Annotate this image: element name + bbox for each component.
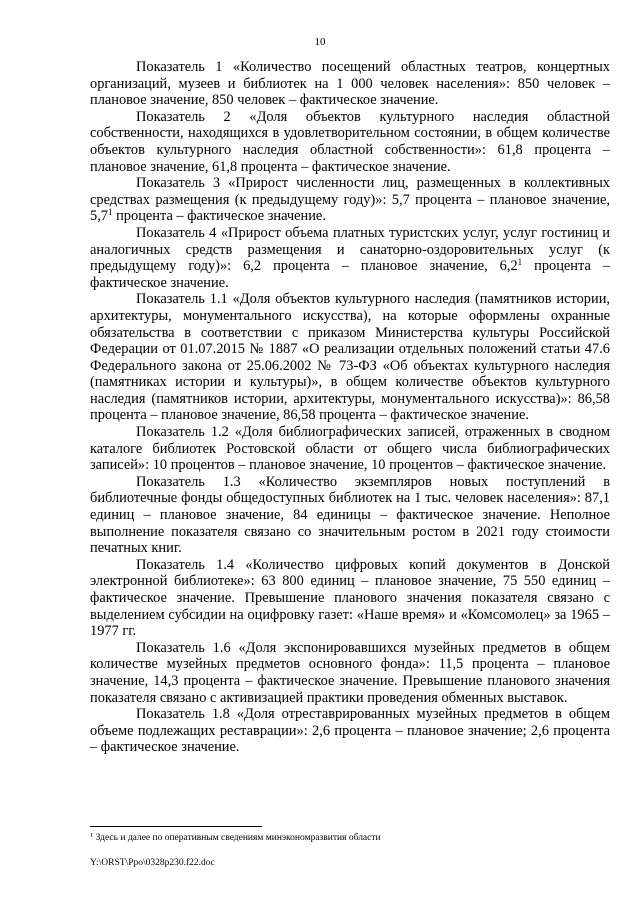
page-number: 10 (314, 36, 326, 48)
paragraph: Показатель 1.2 «Доля библиографических записей, отраженных в сводном каталоге библиотек Ростовской области от общего числа библиографических записей»: 10 процентов – плановое значение, 10 процентов – фактическое значение. (90, 424, 610, 474)
footnote-text: Здесь и далее по оперативным сведениям минэкономразвития области (93, 833, 381, 843)
paragraph: Показатель 1.8 «Доля отреставрированных музейных предметов в общем объеме подлежащих реставрации»: 2,6 процента – плановое значение; 2,6 процента – фактическое значение. (90, 706, 610, 756)
footnote (90, 832, 610, 844)
paragraph: Показатель 1.4 «Количество цифровых копий документов в Донской электронной библиотеке»: 63 800 единиц – плановое значение, 75 550 единиц – фактическое значение. Превышение планового значения показателя связано с выделением субсидии на оцифровку газет: «Наше время» и «Комсомолец» за 1965 – 1977 гг. (90, 556, 610, 640)
footnote-reference: 1 (517, 257, 523, 268)
footnote-reference: 1 (108, 207, 113, 218)
paragraph: Показатель 1.1 «Доля объектов культурного наследия (памятников истории, архитектуры, монументального искусства), на которые оформлены охранные обязательства в соответствии с приказом Министерства культуры Российской Федерации от 01.07.2015 № 1887 «О реализации отдельных положений статьи 47.6 Федерального закона от 25.06.2002 № 73-ФЗ «Об объектах культурного наследия (памятниках истории и культуры)», в общем количестве объектов культурного наследия (памятников истории, архитектуры, монументального искусства)»: 86,58 процента – плановое значение, 86,58 процента – фактическое значение. (90, 291, 610, 424)
paragraph: Показатель 2 «Доля объектов культурного наследия областной собственности, находящихся в удовлетворительном состоянии, в общем количестве объектов культурного наследия областной собственности»: 61,8 процента – плановое значение, 61,8 процента – фактическое значение. (90, 108, 610, 175)
file-path: Y:\ORST\Ppo\0328p230.f22.doc (90, 858, 215, 868)
paragraph: Показатель 1.3 «Количество экземпляров новых поступлений в библиотечные фонды общедоступных библиотек на 1 тыс. человек населения»: 87,1 единиц – плановое значение, 84 единицы – фактическое значение. Неполное выполнение показателя связано со значительным ростом в 2021 году стоимости печатных книг. (90, 473, 610, 557)
footnote-marker: 1 (90, 832, 94, 839)
body-text (90, 59, 610, 756)
paragraph: Показатель 4 «Прирост объема платных туристских услуг, услуг гостиниц и аналогичных средств размещения и санаторно-оздоровительных услуг (к предыдущему году)»: 6,2 процента – плановое значение, $6,2^1$ процента – фактическое значение. (90, 224, 611, 291)
paragraph: Показатель 3 «Прирост численности лиц, размещенных в коллективных средствах размещения (к предыдущему году)»: 5,7 процента – плановое значение, $5,7^1$ процента – фактическое значение. (90, 175, 610, 225)
footnote-separator (90, 826, 262, 827)
paragraph: Показатель 1.6 «Доля экспонировавшихся музейных предметов в общем количестве музейных предметов основного фонда»: 11,5 процента – плановое значение, 14,3 процента – фактическое значение. Превышение планового значения показателя связано с активизацией практики проведения обменных выставок. (90, 639, 610, 706)
paragraph: Показатель 1 «Количество посещений областных театров, концертных организаций, музеев и библиотек на 1 000 человек населения»: 850 человек – плановое значение, 850 человек – фактическое значение. (90, 59, 610, 109)
